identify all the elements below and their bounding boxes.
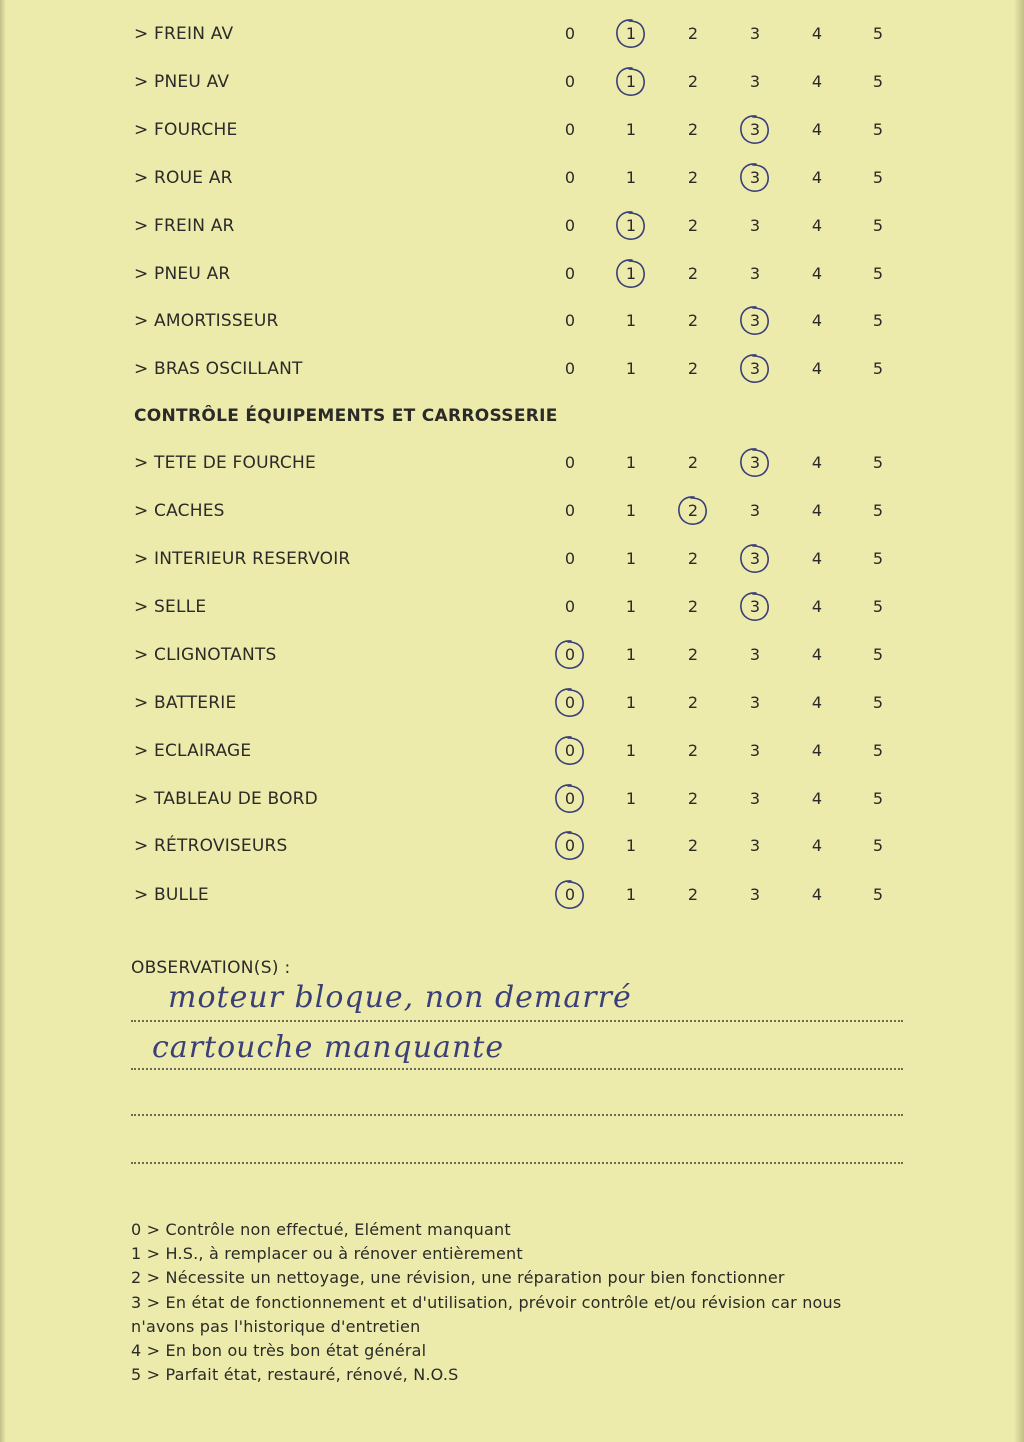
score-option-1: 1 — [625, 311, 637, 330]
score-option-2: 2 — [687, 120, 699, 139]
score-option-4: 4 — [811, 693, 823, 712]
observation-text: moteur bloque, non demarré — [168, 980, 632, 1015]
row-label: > TETE DE FOURCHE — [134, 453, 316, 473]
score-option-0: 0 — [564, 597, 576, 616]
row-label: > AMORTISSEUR — [134, 311, 279, 331]
score-option-1: 1 — [616, 211, 646, 241]
score-option-0: 0 — [555, 736, 585, 766]
rating-row — [0, 354, 1024, 384]
observation-text: cartouche manquante — [152, 1030, 505, 1065]
score-option-5: 5 — [872, 72, 884, 91]
observation-line — [131, 1068, 903, 1070]
handwritten-circle-icon — [551, 878, 587, 912]
handwritten-circle-icon — [736, 304, 772, 338]
score-option-5: 5 — [872, 359, 884, 378]
legend-item: 4 > En bon ou très bon état général — [131, 1341, 427, 1361]
score-option-0: 0 — [564, 168, 576, 187]
row-label: > BULLE — [134, 885, 209, 905]
score-option-5: 5 — [872, 311, 884, 330]
row-label: > SELLE — [134, 597, 207, 617]
score-option-2: 2 — [687, 359, 699, 378]
handwritten-circle-icon — [736, 352, 772, 386]
score-option-3: 3 — [749, 24, 761, 43]
row-label: > PNEU AV — [134, 72, 230, 92]
score-option-3: 3 — [749, 885, 761, 904]
score-option-0: 0 — [564, 501, 576, 520]
row-label: > TABLEAU DE BORD — [134, 789, 318, 809]
score-option-1: 1 — [625, 693, 637, 712]
score-option-2: 2 — [687, 24, 699, 43]
score-option-1: 1 — [625, 359, 637, 378]
score-option-3: 3 — [749, 72, 761, 91]
score-option-2: 2 — [687, 168, 699, 187]
rating-row — [0, 259, 1024, 289]
legend-item: 0 > Contrôle non effectué, Elément manquant — [131, 1220, 511, 1239]
score-option-3: 3 — [740, 115, 770, 145]
row-label: > ECLAIRAGE — [134, 741, 252, 761]
score-option-3: 3 — [749, 836, 761, 855]
score-option-1: 1 — [616, 67, 646, 97]
score-option-0: 0 — [564, 453, 576, 472]
handwritten-circle-icon — [736, 590, 772, 624]
score-option-4: 4 — [811, 216, 823, 235]
row-label: > FREIN AV — [134, 24, 234, 44]
row-label: > BRAS OSCILLANT — [134, 359, 303, 379]
score-option-3: 3 — [749, 264, 761, 283]
score-option-3: 3 — [740, 544, 770, 574]
handwritten-circle-icon — [551, 686, 587, 720]
score-option-3: 3 — [740, 592, 770, 622]
score-option-3: 3 — [749, 693, 761, 712]
score-option-3: 3 — [749, 216, 761, 235]
row-label: > PNEU AR — [134, 264, 231, 284]
score-option-5: 5 — [872, 453, 884, 472]
row-label: > FOURCHE — [134, 120, 238, 140]
score-option-1: 1 — [625, 789, 637, 808]
score-option-5: 5 — [872, 264, 884, 283]
row-label: > BATTERIE — [134, 693, 237, 713]
row-label: > ROUE AR — [134, 168, 233, 188]
score-option-0: 0 — [564, 24, 576, 43]
score-option-1: 1 — [625, 120, 637, 139]
row-label: > CLIGNOTANTS — [134, 645, 277, 665]
row-label: > INTERIEUR RESERVOIR — [134, 549, 351, 569]
score-option-4: 4 — [811, 264, 823, 283]
score-option-5: 5 — [872, 501, 884, 520]
handwritten-circle-icon — [612, 209, 648, 243]
score-option-5: 5 — [872, 597, 884, 616]
score-option-0: 0 — [555, 784, 585, 814]
score-option-0: 0 — [555, 880, 585, 910]
rating-row — [0, 736, 1024, 766]
score-option-2: 2 — [678, 496, 708, 526]
score-option-4: 4 — [811, 120, 823, 139]
legend-item: 2 > Nécessite un nettoyage, une révision, une réparation pour bien fonctionner — [131, 1268, 785, 1288]
rating-row — [0, 784, 1024, 814]
score-option-0: 0 — [564, 549, 576, 568]
score-option-3: 3 — [749, 645, 761, 664]
score-option-1: 1 — [625, 885, 637, 904]
row-label: > RÉTROVISEURS — [134, 836, 288, 856]
handwritten-circle-icon — [612, 17, 648, 51]
score-option-0: 0 — [564, 120, 576, 139]
score-option-0: 0 — [564, 216, 576, 235]
rating-row — [0, 306, 1024, 336]
handwritten-circle-icon — [736, 113, 772, 147]
score-option-2: 2 — [687, 885, 699, 904]
score-option-4: 4 — [811, 72, 823, 91]
score-option-4: 4 — [811, 741, 823, 760]
score-option-0: 0 — [555, 640, 585, 670]
score-option-2: 2 — [687, 216, 699, 235]
score-option-4: 4 — [811, 597, 823, 616]
score-option-1: 1 — [625, 836, 637, 855]
score-option-5: 5 — [872, 836, 884, 855]
rating-row — [0, 496, 1024, 526]
handwritten-circle-icon — [551, 829, 587, 863]
rating-row — [0, 211, 1024, 241]
score-option-3: 3 — [740, 448, 770, 478]
score-option-4: 4 — [811, 885, 823, 904]
section-title: CONTRÔLE ÉQUIPEMENTS ET CARROSSERIE — [134, 406, 558, 426]
score-option-3: 3 — [749, 741, 761, 760]
handwritten-circle-icon — [736, 446, 772, 480]
rating-row — [0, 163, 1024, 193]
score-option-5: 5 — [872, 168, 884, 187]
handwritten-circle-icon — [736, 161, 772, 195]
score-option-3: 3 — [740, 163, 770, 193]
score-option-3: 3 — [740, 306, 770, 336]
score-option-1: 1 — [616, 259, 646, 289]
score-option-4: 4 — [811, 549, 823, 568]
rating-row — [0, 880, 1024, 910]
score-option-0: 0 — [564, 264, 576, 283]
rating-row — [0, 19, 1024, 49]
score-option-5: 5 — [872, 645, 884, 664]
score-option-2: 2 — [687, 72, 699, 91]
score-option-0: 0 — [555, 688, 585, 718]
score-option-2: 2 — [687, 311, 699, 330]
handwritten-circle-icon — [551, 782, 587, 816]
score-option-1: 1 — [625, 741, 637, 760]
score-option-0: 0 — [564, 72, 576, 91]
score-option-0: 0 — [564, 311, 576, 330]
row-label: > CACHES — [134, 501, 225, 521]
handwritten-circle-icon — [736, 542, 772, 576]
handwritten-circle-icon — [612, 257, 648, 291]
score-option-2: 2 — [687, 741, 699, 760]
score-option-4: 4 — [811, 645, 823, 664]
score-option-4: 4 — [811, 453, 823, 472]
score-option-2: 2 — [687, 836, 699, 855]
score-option-4: 4 — [811, 311, 823, 330]
rating-row — [0, 688, 1024, 718]
observations-title: OBSERVATION(S) : — [131, 958, 291, 978]
rating-row — [0, 67, 1024, 97]
legend-item: 1 > H.S., à remplacer ou à rénover entièrement — [131, 1244, 523, 1264]
rating-row — [0, 448, 1024, 478]
legend-item: 3 > En état de fonctionnement et d'utilisation, prévoir contrôle et/ou révision car nous — [131, 1292, 842, 1312]
score-option-3: 3 — [740, 354, 770, 384]
score-option-1: 1 — [625, 168, 637, 187]
observation-line — [131, 1162, 903, 1164]
rating-row — [0, 592, 1024, 622]
rating-row — [0, 115, 1024, 145]
score-option-0: 0 — [564, 359, 576, 378]
score-option-1: 1 — [625, 549, 637, 568]
score-option-1: 1 — [625, 453, 637, 472]
score-option-3: 3 — [749, 501, 761, 520]
observation-line — [131, 1020, 903, 1022]
legend-item: n'avons pas l'historique d'entretien — [131, 1316, 421, 1336]
handwritten-circle-icon — [551, 638, 587, 672]
score-option-4: 4 — [811, 359, 823, 378]
score-option-5: 5 — [872, 885, 884, 904]
score-option-2: 2 — [687, 264, 699, 283]
score-option-4: 4 — [811, 501, 823, 520]
rating-row — [0, 544, 1024, 574]
score-option-4: 4 — [811, 836, 823, 855]
score-option-3: 3 — [749, 789, 761, 808]
score-option-2: 2 — [687, 645, 699, 664]
score-option-5: 5 — [872, 549, 884, 568]
score-option-2: 2 — [687, 789, 699, 808]
rating-row — [0, 640, 1024, 670]
score-option-5: 5 — [872, 741, 884, 760]
score-option-1: 1 — [625, 645, 637, 664]
score-option-1: 1 — [625, 501, 637, 520]
score-option-5: 5 — [872, 24, 884, 43]
score-option-1: 1 — [625, 597, 637, 616]
score-option-2: 2 — [687, 549, 699, 568]
observation-line — [131, 1114, 903, 1116]
score-option-2: 2 — [687, 453, 699, 472]
score-option-2: 2 — [687, 597, 699, 616]
legend-item: 5 > Parfait état, restauré, rénové, N.O.S — [131, 1365, 459, 1385]
handwritten-circle-icon — [551, 734, 587, 768]
score-option-4: 4 — [811, 168, 823, 187]
score-option-5: 5 — [872, 216, 884, 235]
rating-row — [0, 831, 1024, 861]
handwritten-circle-icon — [612, 65, 648, 99]
handwritten-circle-icon — [674, 494, 710, 528]
score-option-1: 1 — [616, 19, 646, 49]
row-label: > FREIN AR — [134, 216, 235, 236]
score-option-4: 4 — [811, 24, 823, 43]
score-option-4: 4 — [811, 789, 823, 808]
score-option-2: 2 — [687, 693, 699, 712]
score-option-5: 5 — [872, 693, 884, 712]
rating-legend — [131, 1218, 921, 1387]
score-option-0: 0 — [555, 831, 585, 861]
score-option-5: 5 — [872, 120, 884, 139]
score-option-5: 5 — [872, 789, 884, 808]
